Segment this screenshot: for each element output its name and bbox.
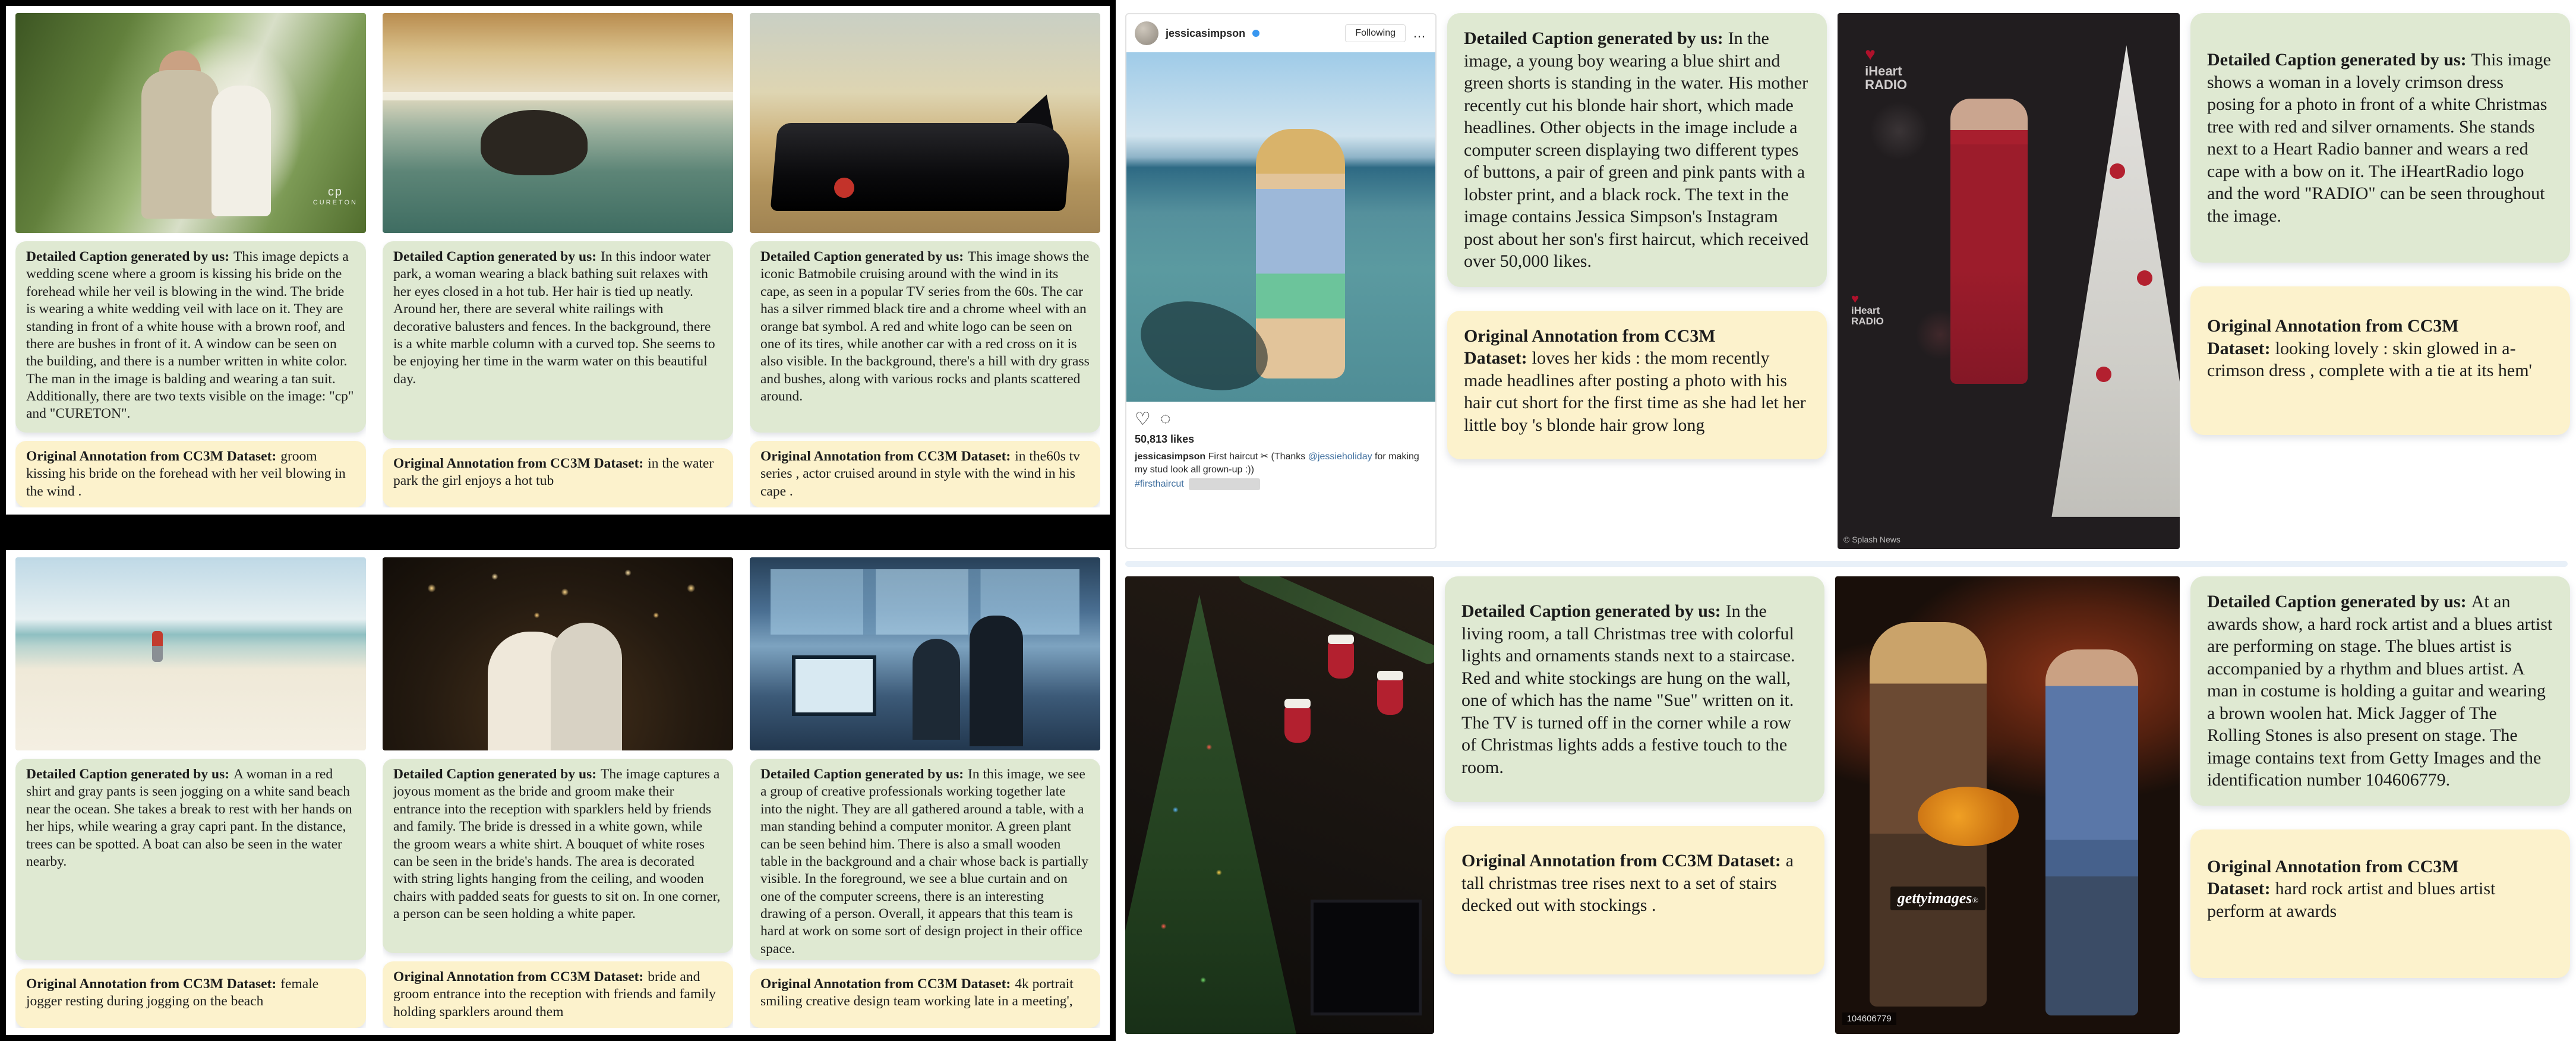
jogger-figure [152, 631, 163, 662]
splash-news-watermark: © Splash News [1843, 535, 1901, 544]
getty-id-watermark: 104606779 [1842, 1012, 1896, 1025]
generated-caption-box [2190, 576, 2570, 806]
generated-caption-label: Detailed Caption generated by us: [1464, 29, 1723, 48]
christmas-tree-shape [1125, 595, 1298, 1034]
original-annotation-label: Original Annotation from CC3M Dataset: [2207, 856, 2459, 898]
original-annotation-text: loves her kids : the mom recently made headlines after posting a photo with his hair cut short for the first time as she had let her little boy 's blonde hair grow long [1464, 348, 1806, 435]
generated-caption-box [15, 241, 366, 433]
original-annotation-box [2190, 829, 2570, 978]
generated-caption-label: Detailed Caption generated by us: [760, 766, 964, 782]
caption-column-boy [1447, 13, 1827, 459]
mick-jagger-figure [2045, 649, 2139, 1015]
right-top-row [1125, 13, 2570, 553]
original-annotation-label: Original Annotation from CC3M Dataset: [393, 456, 644, 471]
generated-caption-label: Detailed Caption generated by us: [26, 249, 230, 264]
gettyimages-watermark: gettyimages® [1890, 887, 1985, 910]
blurred-text-chip [1189, 478, 1260, 490]
person-silhouette [970, 616, 1023, 746]
generated-caption-box [15, 759, 366, 960]
groom-figure [141, 70, 219, 219]
photo-office-team [750, 557, 1100, 750]
generated-caption-text: A woman in a red shirt and gray pants is seen jogging on a white sand beach near the ocean. She takes a break to rest with her hands on her hips, while wearing a gray capri pant. In the distance, trees can be spotted. A boat can also be seen in the water nearby. [26, 766, 352, 869]
panel-wedding-kiss [15, 13, 366, 507]
iheartradio-logo: ♥ iHeart RADIO [1851, 291, 1884, 327]
original-annotation-label: Original Annotation from CC3M Dataset: [1464, 326, 1716, 368]
photo-red-dress-event [1838, 13, 2180, 549]
groom-figure [551, 623, 622, 750]
caption-username: jessicasimpson [1135, 452, 1206, 462]
generated-caption-box [383, 241, 733, 440]
generated-caption-text: In this image, we see a group of creative professionals working together late into the night. They are all gathered around a table, with a man standing behind a computer monitor. A green plant can be seen behind him. There is also a small wooden table in the background and a chair whose back is partially visible. In the foreground, we see a blue curtain and on one of the computer screens, there is an interesting drawing of a person. Overall, it appears that this team is hard at work on some sort of design project in their office space. [760, 766, 1089, 957]
panel-water-park [383, 13, 733, 507]
photo-reception-sparklers [383, 557, 733, 750]
row-divider [1125, 561, 2568, 567]
generated-caption-label: Detailed Caption generated by us: [1461, 601, 1721, 621]
original-annotation-label: Original Annotation from CC3M Dataset: [26, 976, 277, 992]
original-annotation-text: in the water park the girl enjoys a hot tub [393, 456, 714, 489]
generated-caption-label: Detailed Caption generated by us: [760, 249, 964, 264]
photographer-watermark: cp CURETON [312, 185, 358, 206]
original-annotation-box [15, 969, 366, 1028]
tv-shape [1311, 900, 1422, 1015]
generated-caption-text: This image depicts a wedding scene where a groom is kissing his bride on the forehead while her veil is blowing in the wind. The bride is wearing a white wedding veil with lace on it. They are standing in front of a white house with a brown roof, and there are bushes in front of it. A window can be seen on the building, and there is a number written in white color. The man in the image is balding and wearing a tan suit. Additionally, there are two texts visible on the image: "cp" and "CURETON". [26, 249, 354, 422]
photo-batmobile [750, 13, 1100, 233]
original-annotation-text: hard rock artist and blues artist perform at awards [2207, 879, 2496, 921]
hashtag-text: #firsthaircut [1135, 479, 1184, 490]
instagram-username: jessicasimpson [1166, 27, 1246, 39]
left-top-row [6, 6, 1110, 515]
red-ornament [2137, 270, 2152, 286]
generated-caption-label: Detailed Caption generated by us: [26, 766, 230, 782]
original-annotation-text: bride and groom entrance into the reception with friends and family holding sparklers around them [393, 969, 716, 1020]
batmobile-shape [771, 123, 1073, 211]
caption-text-pre: First haircut ✂ (Thanks [1208, 452, 1308, 462]
generated-caption-text: The image captures a joyous moment as the bride and groom make their entrance into the reception with sparklers held by friends and family. The bride is dressed in a white gown, while the groom wears a white shirt. A bouquet of white roses can be seen in the bride's hands. The area is decorated with string lights hanging from the ceiling, and wooden chairs with padded seats for guests to sit on. In one corner, a person can be seen holding a white paper. [393, 766, 721, 922]
red-stocking [1328, 641, 1354, 679]
red-logo-dot [834, 178, 854, 198]
photo-indoor-water-park [383, 13, 733, 233]
generated-caption-label: Detailed Caption generated by us: [2207, 50, 2467, 70]
left-bottom-row [6, 550, 1110, 1035]
generated-caption-box [750, 759, 1100, 960]
original-annotation-box [750, 969, 1100, 1028]
left-figure-grid [0, 0, 1116, 1041]
caption-column-rock [2190, 576, 2570, 978]
right-bottom-row [1125, 576, 2570, 1037]
original-annotation-text: in the60s tv series , actor cruised around in style with the wind in his cape . [760, 448, 1080, 499]
woman-in-red-dress-figure [1950, 99, 2028, 384]
railing-shape [383, 92, 733, 100]
original-annotation-label: Original Annotation from CC3M Dataset: [393, 969, 644, 985]
more-options-icon: … [1413, 26, 1427, 40]
red-stocking [1377, 677, 1403, 715]
original-annotation-label: Original Annotation from CC3M Dataset: [760, 448, 1011, 464]
white-christmas-tree-shape [2037, 45, 2180, 517]
original-annotation-box [383, 961, 733, 1028]
original-annotation-label: Original Annotation from CC3M Dataset: [2207, 316, 2459, 358]
caption-mention: @jessieholiday [1308, 452, 1372, 462]
swimmer-figure [481, 110, 588, 175]
instagram-caption [1126, 447, 1435, 476]
generated-caption-text: This image shows the iconic Batmobile cruising around with the wind in its cape, as seen in a popular TV series from the 60s. The car has a silver rimmed black tire and a chrome wheel with an orange bat symbol. A red and white logo can be seen on one of its tires, while another car with a red cross on it is also visible. In the background, there's a hill with dry grass and bushes, along with various rocks and plants scattered around. [760, 249, 1090, 404]
panel-beach-jogger [15, 557, 366, 1028]
original-annotation-box [1447, 311, 1827, 459]
original-annotation-text: groom kissing his bride on the forehead with her veil blowing in the wind . [26, 448, 346, 499]
original-annotation-text: a tall christmas tree rises next to a set of stairs decked out with stockings . [1461, 851, 1794, 915]
following-button: Following [1345, 24, 1406, 42]
original-annotation-label: Original Annotation from CC3M Dataset: [1461, 851, 1781, 870]
caption-column-christmas [1445, 576, 1824, 974]
red-ornament [2110, 163, 2125, 179]
generated-caption-box [2190, 13, 2570, 263]
generated-caption-box [383, 759, 733, 953]
original-annotation-box [2190, 286, 2570, 435]
generated-caption-text: In the living room, a tall Christmas tree with colorful lights and ornaments stands next to a staircase. Red and white stockings are hung on the wall, one of which has the name "Sue" written on it. The TV is turned off in the corner while a row of Christmas lights adds a festive touch to the room. [1461, 601, 1795, 777]
original-annotation-box [15, 441, 366, 507]
boy-figure [1256, 129, 1345, 378]
generated-caption-box [1447, 13, 1827, 287]
computer-screen-shape [792, 655, 876, 716]
generated-caption-text: This image shows a woman in a lovely crimson dress posing for a photo in front of a white Christmas tree with red and silver ornaments. She stands next to a Heart Radio banner and wears a red cape with a bow on it. The iHeartRadio logo and the word "RADIO" can be seen throughout the image. [2207, 50, 2551, 226]
photo-beach-jogger [15, 557, 366, 750]
caption-column-red-dress [2190, 13, 2570, 435]
panel-reception-sparklers [383, 557, 733, 1028]
original-annotation-box [1445, 826, 1824, 974]
photo-wedding-kiss [15, 13, 366, 233]
photo-christmas-tree-staircase [1125, 576, 1434, 1034]
verified-badge-icon [1252, 30, 1259, 37]
avatar [1135, 21, 1158, 45]
instagram-hashtag-row [1126, 476, 1435, 493]
original-annotation-box [383, 448, 733, 507]
like-icon: ♡ [1135, 409, 1151, 429]
generated-caption-text: In the image, a young boy wearing a blue shirt and green shorts is standing in the water. His mother recently cut his blonde hair short, which made headlines. Other objects in the image include a computer screen displaying two different types of buttons, a pair of green and pink pants with a lobster print, and a black rock. The text in the image contains Jessica Simpson's Instagram post about her son's first haircut, which received over 50,000 likes. [1464, 29, 1809, 271]
red-ornament [2096, 367, 2111, 382]
original-annotation-text: 4k portrait smiling creative design team working late in a meeting', [760, 976, 1074, 1010]
generated-caption-label: Detailed Caption generated by us: [2207, 592, 2467, 611]
instagram-post-screenshot [1125, 13, 1437, 549]
likes-count: 50,813 likes [1135, 433, 1195, 445]
office-window-shape [771, 569, 1079, 635]
generated-caption-label: Detailed Caption generated by us: [393, 249, 597, 264]
panel-office-team [750, 557, 1100, 1028]
red-stocking [1284, 705, 1311, 743]
person-silhouette [913, 639, 960, 740]
original-annotation-label: Original Annotation from CC3M Dataset: [760, 976, 1011, 992]
caption-text-post: for making my stud look all grown-up :)) [1135, 452, 1419, 475]
generated-caption-label: Detailed Caption generated by us: [393, 766, 597, 782]
photo-boy-in-water [1126, 52, 1435, 402]
photo-rock-artists-stage [1835, 576, 2180, 1034]
instagram-header [1126, 14, 1435, 52]
iheartradio-logo: ♥ iHeart RADIO [1865, 45, 1907, 92]
original-annotation-box [750, 441, 1100, 507]
generated-caption-box [1445, 576, 1824, 802]
bride-figure [211, 86, 271, 216]
instagram-action-icons [1126, 402, 1435, 432]
original-annotation-label: Original Annotation from CC3M Dataset: [26, 448, 277, 464]
generated-caption-text: At an awards show, a hard rock artist and a blues artist are performing on stage. The blues artist is accompanied by a rhythm and blues artist. A man in costume is holding a guitar and wearing a brown woolen hat. Mick Jagger of The Rolling Stones is also present on stage. The image contains text from Getty Images and the identification number 104606779. [2207, 592, 2553, 790]
orange-guitar-shape [1918, 787, 2019, 846]
generated-caption-box [750, 241, 1100, 433]
original-annotation-text: female jogger resting during jogging on the beach [26, 976, 319, 1010]
original-annotation-text: looking lovely : skin glowed in a-crimson dress , complete with a tie at its hem' [2207, 338, 2532, 380]
generated-caption-text: In this indoor water park, a woman wearing a black bathing suit relaxes with her eyes closed in a hot tub. Her hair is tied up neatly. Around her, there are several white railings with decorative balusters and fences. In the background, there is a white marble column with a curved top. She seems to be enjoying her time in the warm water on this beautiful day. [393, 249, 715, 387]
right-figure-grid [1116, 0, 2576, 1041]
panel-batmobile [750, 13, 1100, 507]
comment-icon: ◌ [1160, 409, 1171, 428]
